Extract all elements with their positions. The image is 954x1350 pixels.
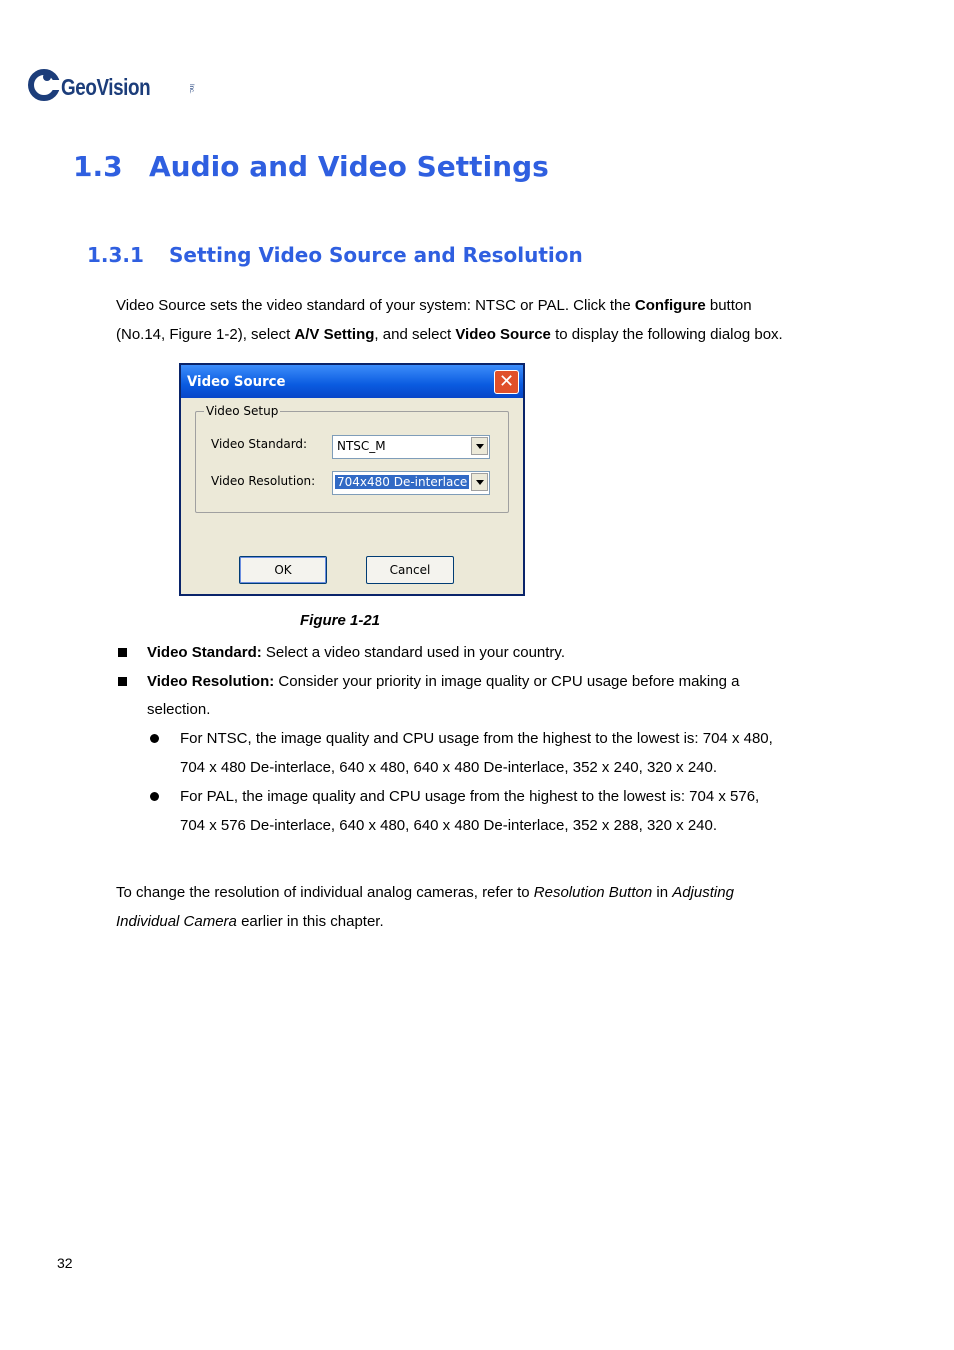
sub-bullet-ntsc-line2: 704 x 480 De-interlace, 640 x 480, 640 x 480 De-interlace, 352 x 240, 320 x 240.	[180, 759, 718, 776]
intro-text: to display the following dialog box.	[550, 326, 783, 343]
intro-text: button	[705, 297, 752, 314]
video-setup-group	[195, 404, 509, 513]
page-number: 32	[57, 1255, 73, 1271]
outro-italic-individual-camera: Individual Camera	[116, 913, 237, 930]
video-resolution-select[interactable]	[332, 471, 490, 495]
geovision-logo-icon	[28, 68, 62, 102]
cancel-button[interactable]: Cancel	[366, 556, 454, 584]
section-number: 1.3	[73, 150, 123, 183]
bullet-text: Select a video standard used in your country.	[261, 644, 565, 661]
outro-line-1	[116, 878, 734, 907]
sub-bullet-pal-line1: For PAL, the image quality and CPU usage from the highest to the lowest is: 704 x 576,	[180, 788, 760, 805]
chevron-down-icon[interactable]	[471, 437, 488, 455]
intro-bold-av-setting: A/V Setting	[294, 326, 375, 343]
chevron-down-icon[interactable]	[471, 473, 488, 491]
round-bullet-icon	[150, 792, 159, 801]
group-label: Video Setup	[206, 404, 279, 418]
bullet-term: Video Resolution:	[147, 673, 275, 690]
bullet-video-standard	[147, 638, 565, 667]
video-resolution-label: Video Resolution:	[211, 474, 316, 488]
outro-text: To change the resolution of individual analog cameras, refer to	[116, 884, 534, 901]
square-bullet-icon	[118, 648, 127, 657]
intro-bold-video-source: Video Source	[455, 326, 551, 343]
bullet-text: Consider your priority in image quality or CPU usage before making a	[274, 673, 740, 690]
subsection-title: Setting Video Source and Resolution	[169, 243, 583, 267]
video-standard-value: NTSC_M	[337, 439, 386, 453]
intro-line-2	[116, 320, 783, 349]
bullet-term: Video Standard:	[147, 644, 262, 661]
dialog-titlebar[interactable]	[181, 365, 523, 398]
outro-italic-adjusting: Adjusting	[672, 884, 734, 901]
outro-text: in	[652, 884, 673, 901]
sub-bullet-ntsc-line1: For NTSC, the image quality and CPU usage from the highest to the lowest is: 704 x 480,	[180, 730, 773, 747]
video-standard-select[interactable]	[332, 435, 490, 459]
bullet-video-resolution-cont: selection.	[147, 701, 211, 718]
section-title: Audio and Video Settings	[149, 150, 549, 183]
outro-italic-resolution-button: Resolution Button	[533, 884, 653, 901]
video-resolution-value: 704x480 De-interlace	[337, 475, 468, 489]
logo-wordmark: GeoVision	[61, 74, 151, 100]
figure-caption: Figure 1-21	[300, 612, 381, 629]
ok-button[interactable]: OK	[239, 556, 327, 584]
intro-text: (No.14, Figure 1-2), select	[116, 326, 295, 343]
dialog-body	[181, 365, 523, 594]
video-source-dialog	[179, 363, 525, 596]
section-heading	[73, 150, 549, 183]
sub-bullet-pal-line2: 704 x 576 De-interlace, 640 x 480, 640 x 480 De-interlace, 352 x 288, 320 x 240.	[180, 817, 718, 834]
intro-text: , and select	[374, 326, 456, 343]
outro-line-2	[116, 907, 384, 936]
close-icon[interactable]: ✕	[494, 370, 519, 394]
subsection-number: 1.3.1	[87, 243, 144, 267]
intro-text: Video Source sets the video standard of your system: NTSC or PAL. Click the	[116, 297, 635, 314]
intro-bold-configure: Configure	[634, 297, 706, 314]
bullet-video-resolution	[147, 667, 739, 696]
dialog-title: Video Source	[187, 374, 286, 390]
logo-inc: Inc.	[188, 84, 194, 94]
video-standard-label: Video Standard:	[211, 437, 308, 451]
round-bullet-icon	[150, 734, 159, 743]
outro-text: earlier in this chapter.	[236, 913, 384, 930]
square-bullet-icon	[118, 677, 127, 686]
intro-line-1	[116, 291, 752, 320]
subsection-heading	[87, 243, 583, 267]
